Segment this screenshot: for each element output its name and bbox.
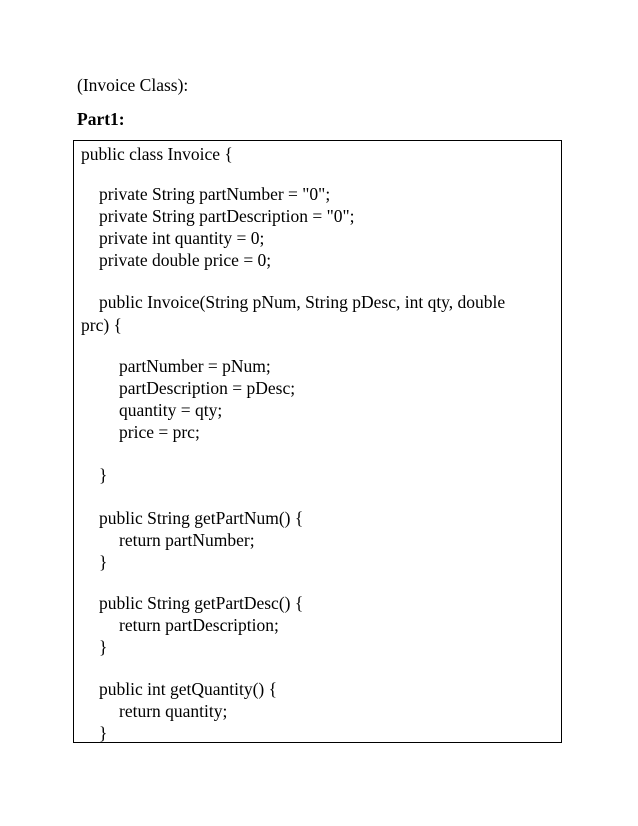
code-line: } <box>99 552 108 572</box>
code-line: partNumber = pNum; <box>119 356 271 376</box>
code-line: public String getPartNum() { <box>99 508 304 528</box>
code-line: private String partDescription = "0"; <box>99 206 355 226</box>
part-heading: Part1: <box>77 109 125 129</box>
code-line: private double price = 0; <box>99 250 272 270</box>
code-line: } <box>99 723 108 743</box>
code-line: return quantity; <box>119 701 228 721</box>
code-line: partDescription = pDesc; <box>119 378 296 398</box>
code-line: public String getPartDesc() { <box>99 593 304 613</box>
code-line: public int getQuantity() { <box>99 679 278 699</box>
code-line: prc) { <box>81 315 122 335</box>
code-line: private int quantity = 0; <box>99 228 265 248</box>
code-line: } <box>99 465 108 485</box>
code-listing-box <box>73 140 562 743</box>
code-line: } <box>99 637 108 657</box>
code-line: return partDescription; <box>119 615 279 635</box>
code-line: private String partNumber = "0"; <box>99 184 331 204</box>
code-line: return partNumber; <box>119 530 255 550</box>
code-line: public class Invoice { <box>81 144 233 164</box>
document-caption: (Invoice Class): <box>77 75 189 95</box>
code-line: public Invoice(String pNum, String pDesc, int qty, double <box>99 292 506 312</box>
code-line: price = prc; <box>119 422 200 442</box>
code-line: quantity = qty; <box>119 400 223 420</box>
